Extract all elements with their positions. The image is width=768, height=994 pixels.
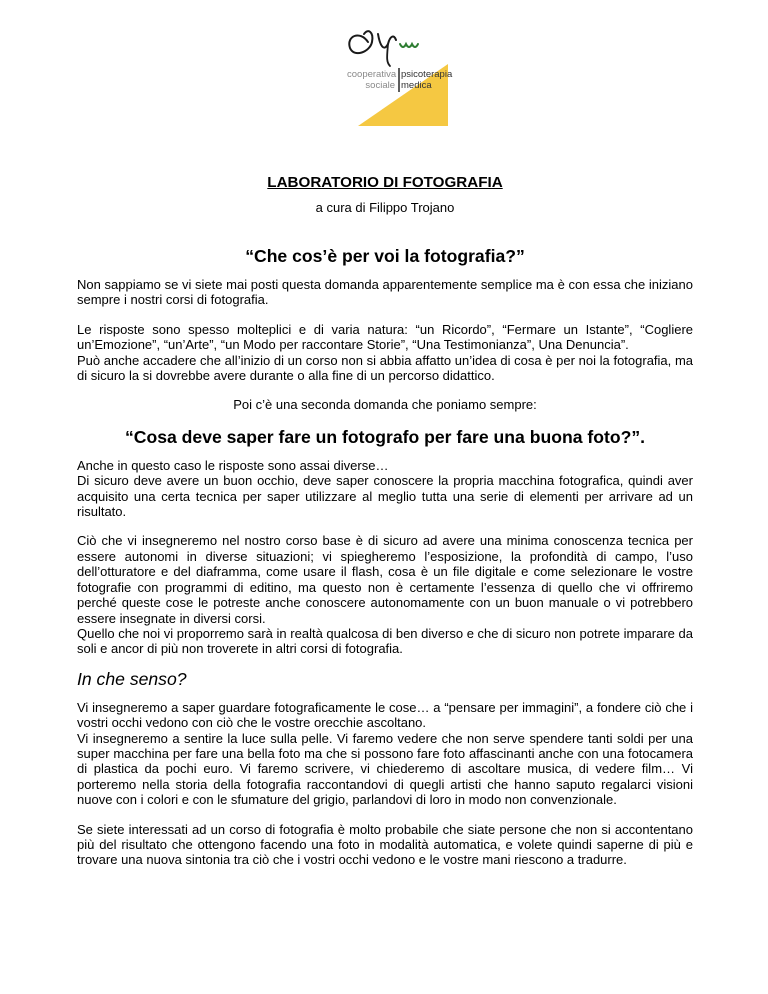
logo-script-stem	[387, 44, 390, 66]
logo-word-medica: medica	[401, 80, 432, 91]
cooperative-logo	[338, 22, 453, 128]
section-heading: In che senso?	[77, 668, 187, 689]
logo-script-s	[349, 31, 372, 53]
paragraph-11: Se siete interessati ad un corso di fotografia è molto probabile che siate persone che non si accontentano più del risultato che ottengono facendo una foto in modalità automatica, e volete quindi saperne di più e trovare una nuova sintonia tra ciò che i vostri occhi vedono e le vostre mani riescono a tradurre.	[77, 821, 693, 868]
paragraph-9: Vi insegneremo a saper guardare fotograficamente le cose… a “pensare per immagini”, a fondere ciò che i vostri occhi vedono con ciò che le vostre orecchie ascoltano.	[77, 699, 693, 731]
question-heading-2: “Cosa deve saper fare un fotografo per fare una buona foto?”.	[124, 426, 646, 447]
document-subtitle: a cura di Filippo Trojano	[315, 200, 455, 215]
paragraph-7: Ciò che vi insegneremo nel nostro corso base è di sicuro ad avere una minima conoscenza tecnica per essere autonomi in diverse situazioni; vi spiegheremo l’esposizione, la profondità di campo, l’uso dell’otturatore e del diaframma, come usare il flash, cosa è un file digitale e come selezionare le vostre fotografie con programmi di editino, ma questo non è certamente l’essenza di quello che vi offriremo perché queste cose le potreste anche conoscere autonomamente con un buon manuale o vi potrebbero essere insegnate in diversi corsi.	[77, 533, 693, 626]
document-title: LABORATORIO DI FOTOGRAFIA	[267, 174, 503, 191]
logo-word-sociale: sociale	[365, 80, 395, 91]
logo-script-wave	[400, 44, 418, 47]
logo-word-psicoterapia: psicoterapia	[401, 69, 453, 80]
paragraph-6: Di sicuro deve avere un buon occhio, deve saper conoscere la propria macchina fotografica, quindi aver acquisito una certa tecnica per saper utilizzare al meglio tutta una serie di elementi per arrivare ad un risultato.	[77, 473, 693, 520]
paragraph-5: Anche in questo caso le risposte sono assai diverse…	[77, 457, 389, 473]
question-heading-1: “Che cos’è per voi la fotografia?”	[245, 246, 525, 266]
paragraph-4: Poi c’è una seconda domanda che poniamo sempre:	[233, 397, 537, 413]
paragraph-8: Quello che noi vi proporremo sarà in realtà qualcosa di ben diverso e che di sicuro non potrete imparare da soli e ancor di più non troverete in altri corsi di fotografia.	[77, 625, 693, 657]
document-body	[77, 164, 693, 868]
paragraph-3: Può anche accadere che all’inizio di un corso non si abbia affatto un’idea di cosa è per noi la fotografia, ma di sicuro la si dovrebbe avere durante o alla fine di un percorso didattico.	[77, 352, 693, 384]
logo-word-cooperativa: cooperativa	[347, 69, 397, 80]
paragraph-2: Le risposte sono spesso molteplici e di varia natura: “un Ricordo”, “Fermare un Istante”, “Cogliere un’Emozione”, “un’Arte”, “un Modo per raccontare Storie”, “Una Testimonianza”, Una Denuncia”.	[77, 321, 693, 353]
paragraph-10: Vi insegneremo a sentire la luce sulla pelle. Vi faremo vedere che non serve spendere tanti soldi per una super macchina per fare una bella foto ma che si possono fare foto affascinanti anche con una fotocamera di plastica da pochi euro. Vi faremo scrivere, vi chiederemo di ascoltare musica, di vedere film… Vi porteremo nella storia della fotografia raccontandovi di quegli artisti che hanno saputo regalarci visioni nuove con i colori e con le sfumature del grigio, parlandovi di loro in modo non convenzionale.	[77, 730, 693, 808]
paragraph-1: Non sappiamo se vi siete mai posti questa domanda apparentemente semplice ma è con essa che iniziano sempre i nostri corsi di fotografia.	[77, 277, 693, 308]
